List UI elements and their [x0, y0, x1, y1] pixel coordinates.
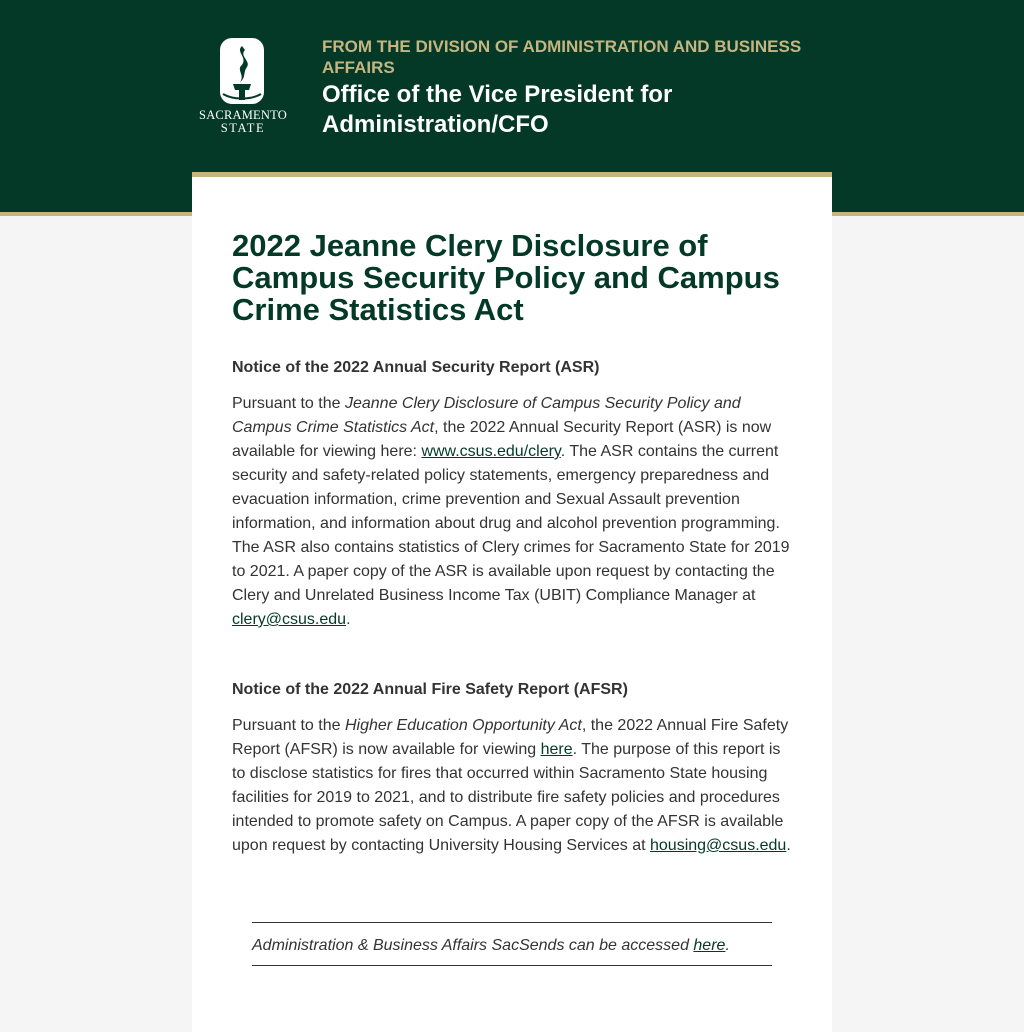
- header-text: [322, 36, 842, 140]
- sacsends-here-link[interactable]: here: [693, 937, 726, 954]
- logo-line2: STATE: [220, 121, 266, 135]
- afsr-act-name: Higher Education Opportunity Act: [344, 717, 582, 734]
- afsr-paragraph: [232, 714, 792, 858]
- afsr-text-2: , the 2022 Annual Fire Safety Report (AFSR) is now available for viewing: [232, 717, 789, 758]
- sacsends-footer: [252, 922, 772, 966]
- afsr-text-1: Pursuant to the: [232, 717, 345, 734]
- page-title: 2022 Jeanne Clery Disclosure of Campus Security Policy and Campus Crime Statistics Act: [232, 228, 780, 327]
- asr-text-4: .: [346, 611, 351, 628]
- housing-email-link[interactable]: housing@csus.edu: [650, 837, 787, 854]
- afsr-text-4: .: [786, 837, 791, 854]
- afsr-here-link[interactable]: here: [540, 741, 573, 758]
- hornet-flame-icon: [193, 34, 293, 108]
- asr-paragraph: [232, 392, 792, 632]
- logo-line1: SACRAMENTO: [199, 108, 287, 122]
- asr-heading: Notice of the 2022 Annual Security Report (ASR): [232, 359, 600, 376]
- afsr-heading: Notice of the 2022 Annual Fire Safety Report (AFSR): [232, 681, 628, 698]
- sacsends-end: .: [725, 937, 730, 954]
- main-content: [232, 230, 792, 858]
- asr-text-2: , the 2022 Annual Security Report (ASR) is now available for viewing here:: [232, 419, 772, 460]
- content-card: [192, 172, 832, 1032]
- sacramento-state-logo: [193, 34, 293, 138]
- sacsends-text: Administration & Business Affairs SacSends can be accessed: [252, 937, 694, 954]
- sacsends-note: [252, 923, 772, 956]
- asr-act-name: Jeanne Clery Disclosure of Campus Security Policy and Campus Crime Statistics Act: [232, 395, 741, 436]
- asr-text-3: . The ASR contains the current security and safety-related policy statements, emergency preparedness and evacuation information, crime prevention and Sexual Assault prevention information, and information about drug and alcohol prevention programming. The ASR also contains statistics of Clery crimes for Sacramento State for 2019 to 2021. A paper copy of the ASR is available upon request by contacting the Clery and Unrelated Business Income Tax (UBIT) Compliance Manager at: [232, 443, 790, 604]
- division-kicker: FROM THE DIVISION OF ADMINISTRATION AND BUSINESS AFFAIRS: [322, 37, 802, 77]
- asr-text-1: Pursuant to the: [232, 395, 345, 412]
- afsr-text-3: . The purpose of this report is to disclose statistics for fires that occurred within Sacramento State housing facilities for 2019 to 2021, and to distribute fire safety policies and procedures intended to promote safety on Campus. A paper copy of the AFSR is available upon request by contacting University Housing Services at: [232, 741, 784, 854]
- clery-link[interactable]: www.csus.edu/clery: [421, 443, 561, 460]
- office-title: Office of the Vice President for Administration/CFO: [322, 81, 673, 138]
- clery-email-link[interactable]: clery@csus.edu: [232, 611, 347, 628]
